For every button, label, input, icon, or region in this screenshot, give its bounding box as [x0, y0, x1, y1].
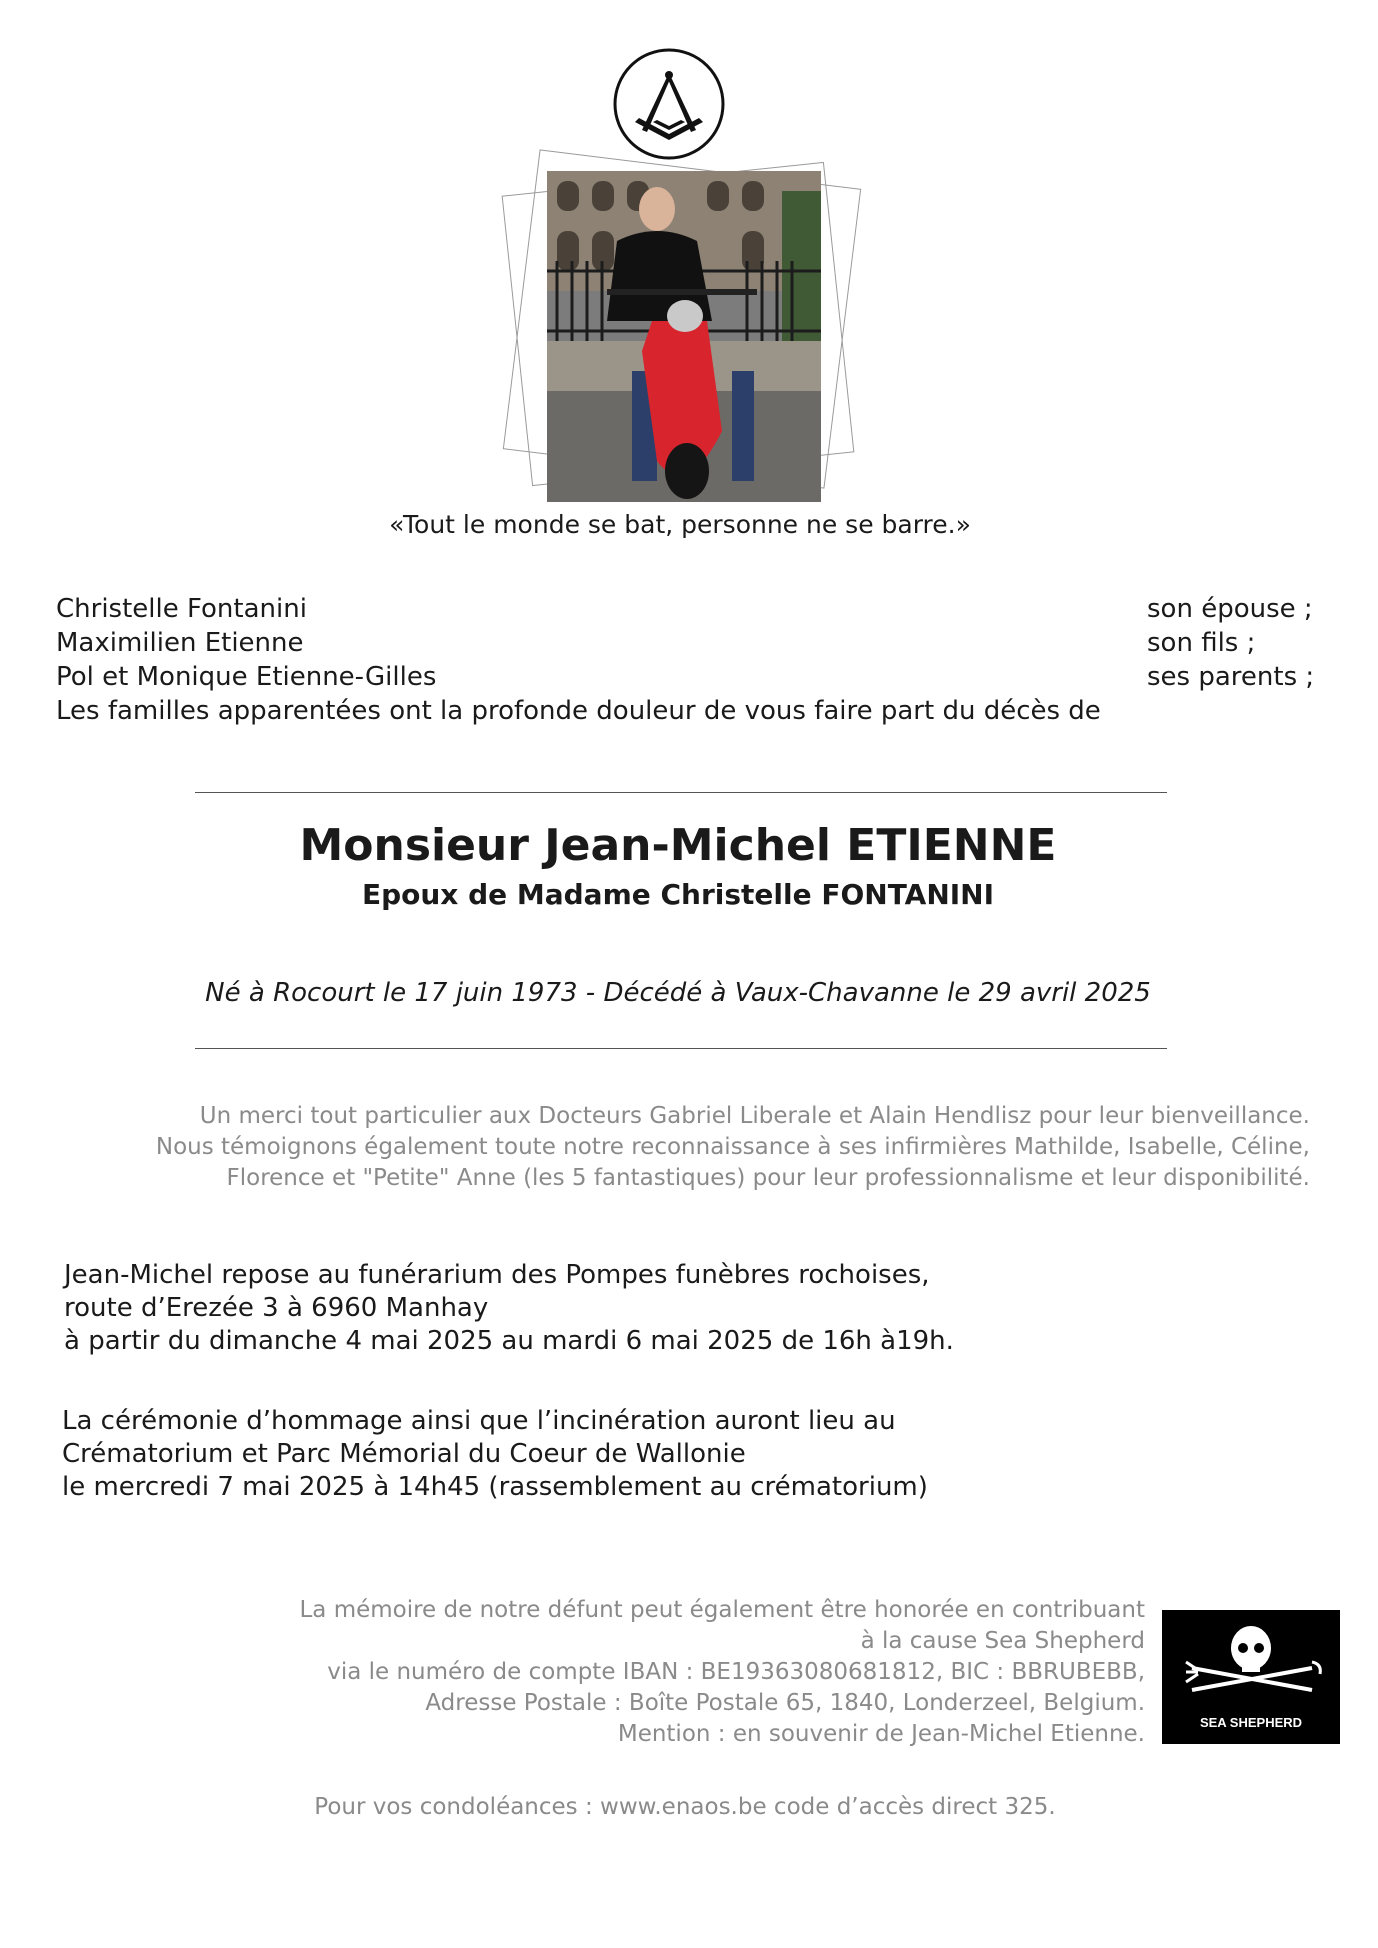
ceremony-info	[62, 1405, 928, 1504]
donation-line: via le numéro de compte IBAN : BE19363080681812, BIC : BBRUBEBB,	[327, 1659, 1145, 1685]
funerarium-info	[64, 1259, 954, 1358]
family-relation-2: son fils ;	[1147, 628, 1256, 658]
family-name-2: Maximilien Etienne	[56, 628, 304, 658]
ceremony-line: Crématorium et Parc Mémorial du Coeur de Wallonie	[62, 1439, 746, 1469]
sea-shepherd-label: SEA SHEPHERD	[1199, 1715, 1303, 1730]
deceased-dates: Né à Rocourt le 17 juin 1973 - Décédé à Vaux-Chavanne le 29 avril 2025	[205, 978, 1151, 1008]
ceremony-line: La cérémonie d’hommage ainsi que l’incinération auront lieu au	[62, 1406, 896, 1436]
portrait-photo	[547, 171, 821, 502]
thanks-line: Nous témoignons également toute notre reconnaissance à ses infirmières Mathilde, Isabelle, Céline,	[155, 1134, 1310, 1160]
family-relation-3: ses parents ;	[1147, 662, 1315, 692]
sea-shepherd-logo	[1162, 1610, 1340, 1744]
donation-info	[245, 1595, 1145, 1750]
thanks-line: Un merci tout particulier aux Docteurs Gabriel Liberale et Alain Hendlisz pour leur bienveillance.	[199, 1103, 1310, 1129]
funerarium-line: route d’Erezée 3 à 6960 Manhay	[64, 1293, 489, 1323]
divider	[195, 792, 1167, 793]
family-name-1: Christelle Fontanini	[56, 594, 307, 624]
family-name-3: Pol et Monique Etienne-Gilles	[56, 662, 437, 692]
donation-line: La mémoire de notre défunt peut également être honorée en contribuant	[299, 1597, 1145, 1623]
square-and-compass-icon	[613, 48, 725, 160]
deceased-spouse: Epoux de Madame Christelle FONTANINI	[361, 878, 995, 911]
donation-line: Mention : en souvenir de Jean-Michel Etienne.	[617, 1721, 1145, 1747]
deceased-name: Monsieur Jean-Michel ETIENNE	[299, 820, 1057, 871]
donation-line: à la cause Sea Shepherd	[860, 1628, 1145, 1654]
quote: «Tout le monde se bat, personne ne se barre.»	[389, 510, 971, 539]
ceremony-line: le mercredi 7 mai 2025 à 14h45 (rassemblement au crématorium)	[62, 1472, 928, 1502]
announcement-text: Les familles apparentées ont la profonde douleur de vous faire part du décès de	[56, 696, 1101, 726]
funerarium-line: à partir du dimanche 4 mai 2025 au mardi 6 mai 2025 de 16h à19h.	[64, 1326, 954, 1356]
funerarium-line: Jean-Michel repose au funérarium des Pompes funèbres rochoises,	[64, 1260, 930, 1290]
family-relation-1: son épouse ;	[1147, 594, 1313, 624]
thanks-paragraph	[110, 1101, 1310, 1194]
donation-line: Adresse Postale : Boîte Postale 65, 1840, Londerzeel, Belgium.	[425, 1690, 1145, 1716]
thanks-line: Florence et "Petite" Anne (les 5 fantastiques) pour leur professionnalisme et leur disponibilité.	[226, 1165, 1310, 1191]
divider	[195, 1048, 1167, 1049]
condolences-text: Pour vos condoléances : www.enaos.be code d’accès direct 325.	[314, 1794, 1056, 1820]
